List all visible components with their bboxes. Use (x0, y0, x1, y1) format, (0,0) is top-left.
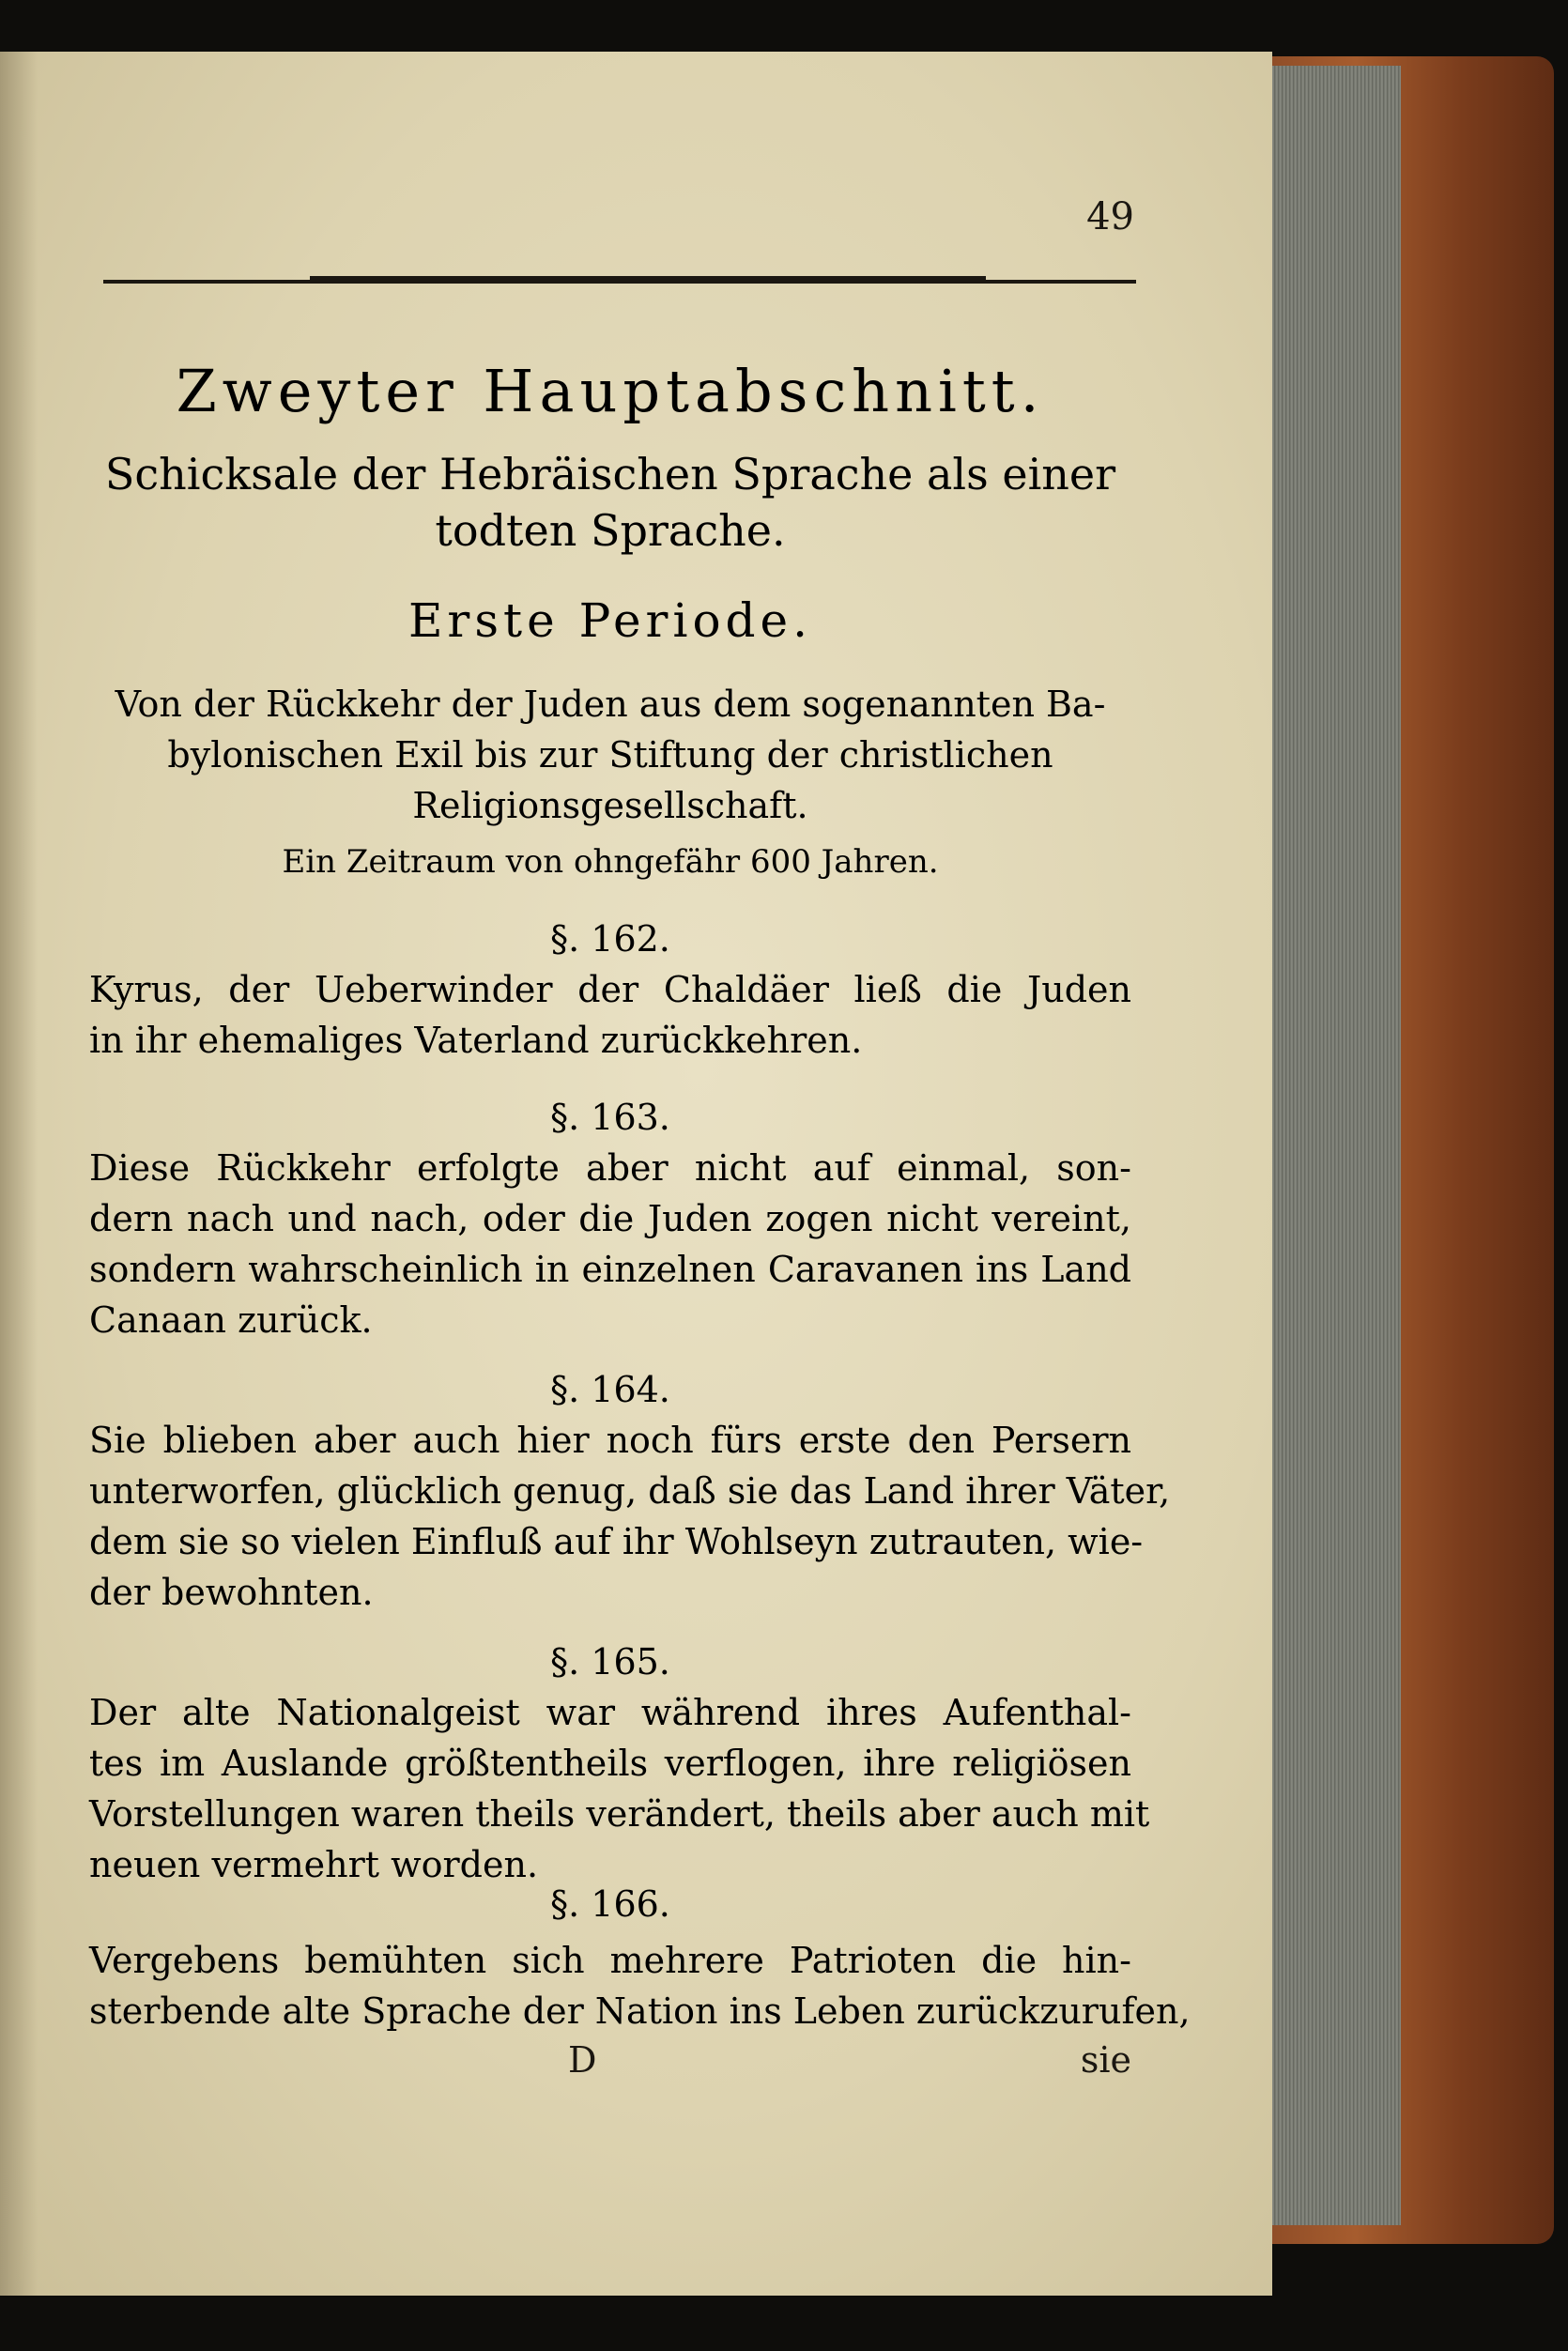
page-edges (1260, 66, 1401, 2225)
section-text-line: Kyrus, der Ueberwinder der Chaldäer ließ die Juden (89, 969, 1131, 1010)
section-label: §. 162. (550, 918, 670, 960)
section-label: §. 163. (550, 1097, 670, 1138)
section-text-line: Canaan zurück. (89, 1299, 373, 1341)
page-gutter (0, 52, 38, 2296)
section-text-line: neuen vermehrt worden. (89, 1844, 539, 1885)
section-text-line: der bewohnten. (89, 1572, 374, 1613)
timespan: Ein Zeitraum von ohngefähr 600 Jahren. (282, 843, 939, 881)
section-text-line: sterbende alte Sprache der Nation ins Leben zurückzurufen, (89, 1990, 1191, 2032)
section-text-line: Vorstellungen waren theils verändert, theils aber auch mit (89, 1793, 1150, 1835)
catchword: sie (1080, 2039, 1131, 2081)
section-text-line: tes im Auslande größtentheils verflogen, ihre religiösen (89, 1743, 1131, 1784)
section-label: §. 166. (550, 1883, 670, 1925)
section-text-line: Vergebens bemühten sich mehrere Patrioten die hin- (89, 1940, 1131, 1981)
subtitle-line-2: todten Sprache. (435, 505, 786, 556)
section-text-line: in ihr ehemaliges Vaterland zurückkehren. (89, 1020, 863, 1061)
subtitle-line-1: Schicksale der Hebräischen Sprache als einer (104, 449, 1116, 499)
period-desc-line-2: bylonischen Exil bis zur Stiftung der christlichen (167, 734, 1053, 776)
chapter-title: Zweyter Hauptabschnitt. (176, 357, 1045, 425)
signature-mark: D (568, 2039, 597, 2081)
section-label: §. 164. (550, 1369, 670, 1410)
section-text-line: dem sie so vielen Einfluß auf ihr Wohlseyn zutrauten, wie- (89, 1521, 1144, 1562)
section-label: §. 165. (550, 1641, 670, 1683)
period-heading: Erste Periode. (407, 593, 813, 648)
section-text-line: sondern wahrscheinlich in einzelnen Caravanen ins Land (89, 1249, 1131, 1290)
section-text-line: Der alte Nationalgeist war während ihres Aufenthal- (89, 1692, 1131, 1733)
section-text-line: unterworfen, glücklich genug, daß sie das Land ihrer Väter, (89, 1470, 1171, 1512)
section-text-line: Diese Rückkehr erfolgte aber nicht auf einmal, son- (89, 1147, 1131, 1189)
period-desc-line-1: Von der Rückkehr der Juden aus dem sogenannten Ba- (115, 684, 1106, 725)
period-desc-line-3: Religionsgesellschaft. (412, 785, 808, 826)
page-number: 49 (1086, 195, 1134, 238)
section-text-line: Sie blieben aber auch hier noch fürs erste den Persern (89, 1420, 1131, 1461)
section-text-line: dern nach und nach, oder die Juden zogen nicht vereint, (89, 1198, 1131, 1239)
header-rule-ornament (310, 276, 986, 284)
